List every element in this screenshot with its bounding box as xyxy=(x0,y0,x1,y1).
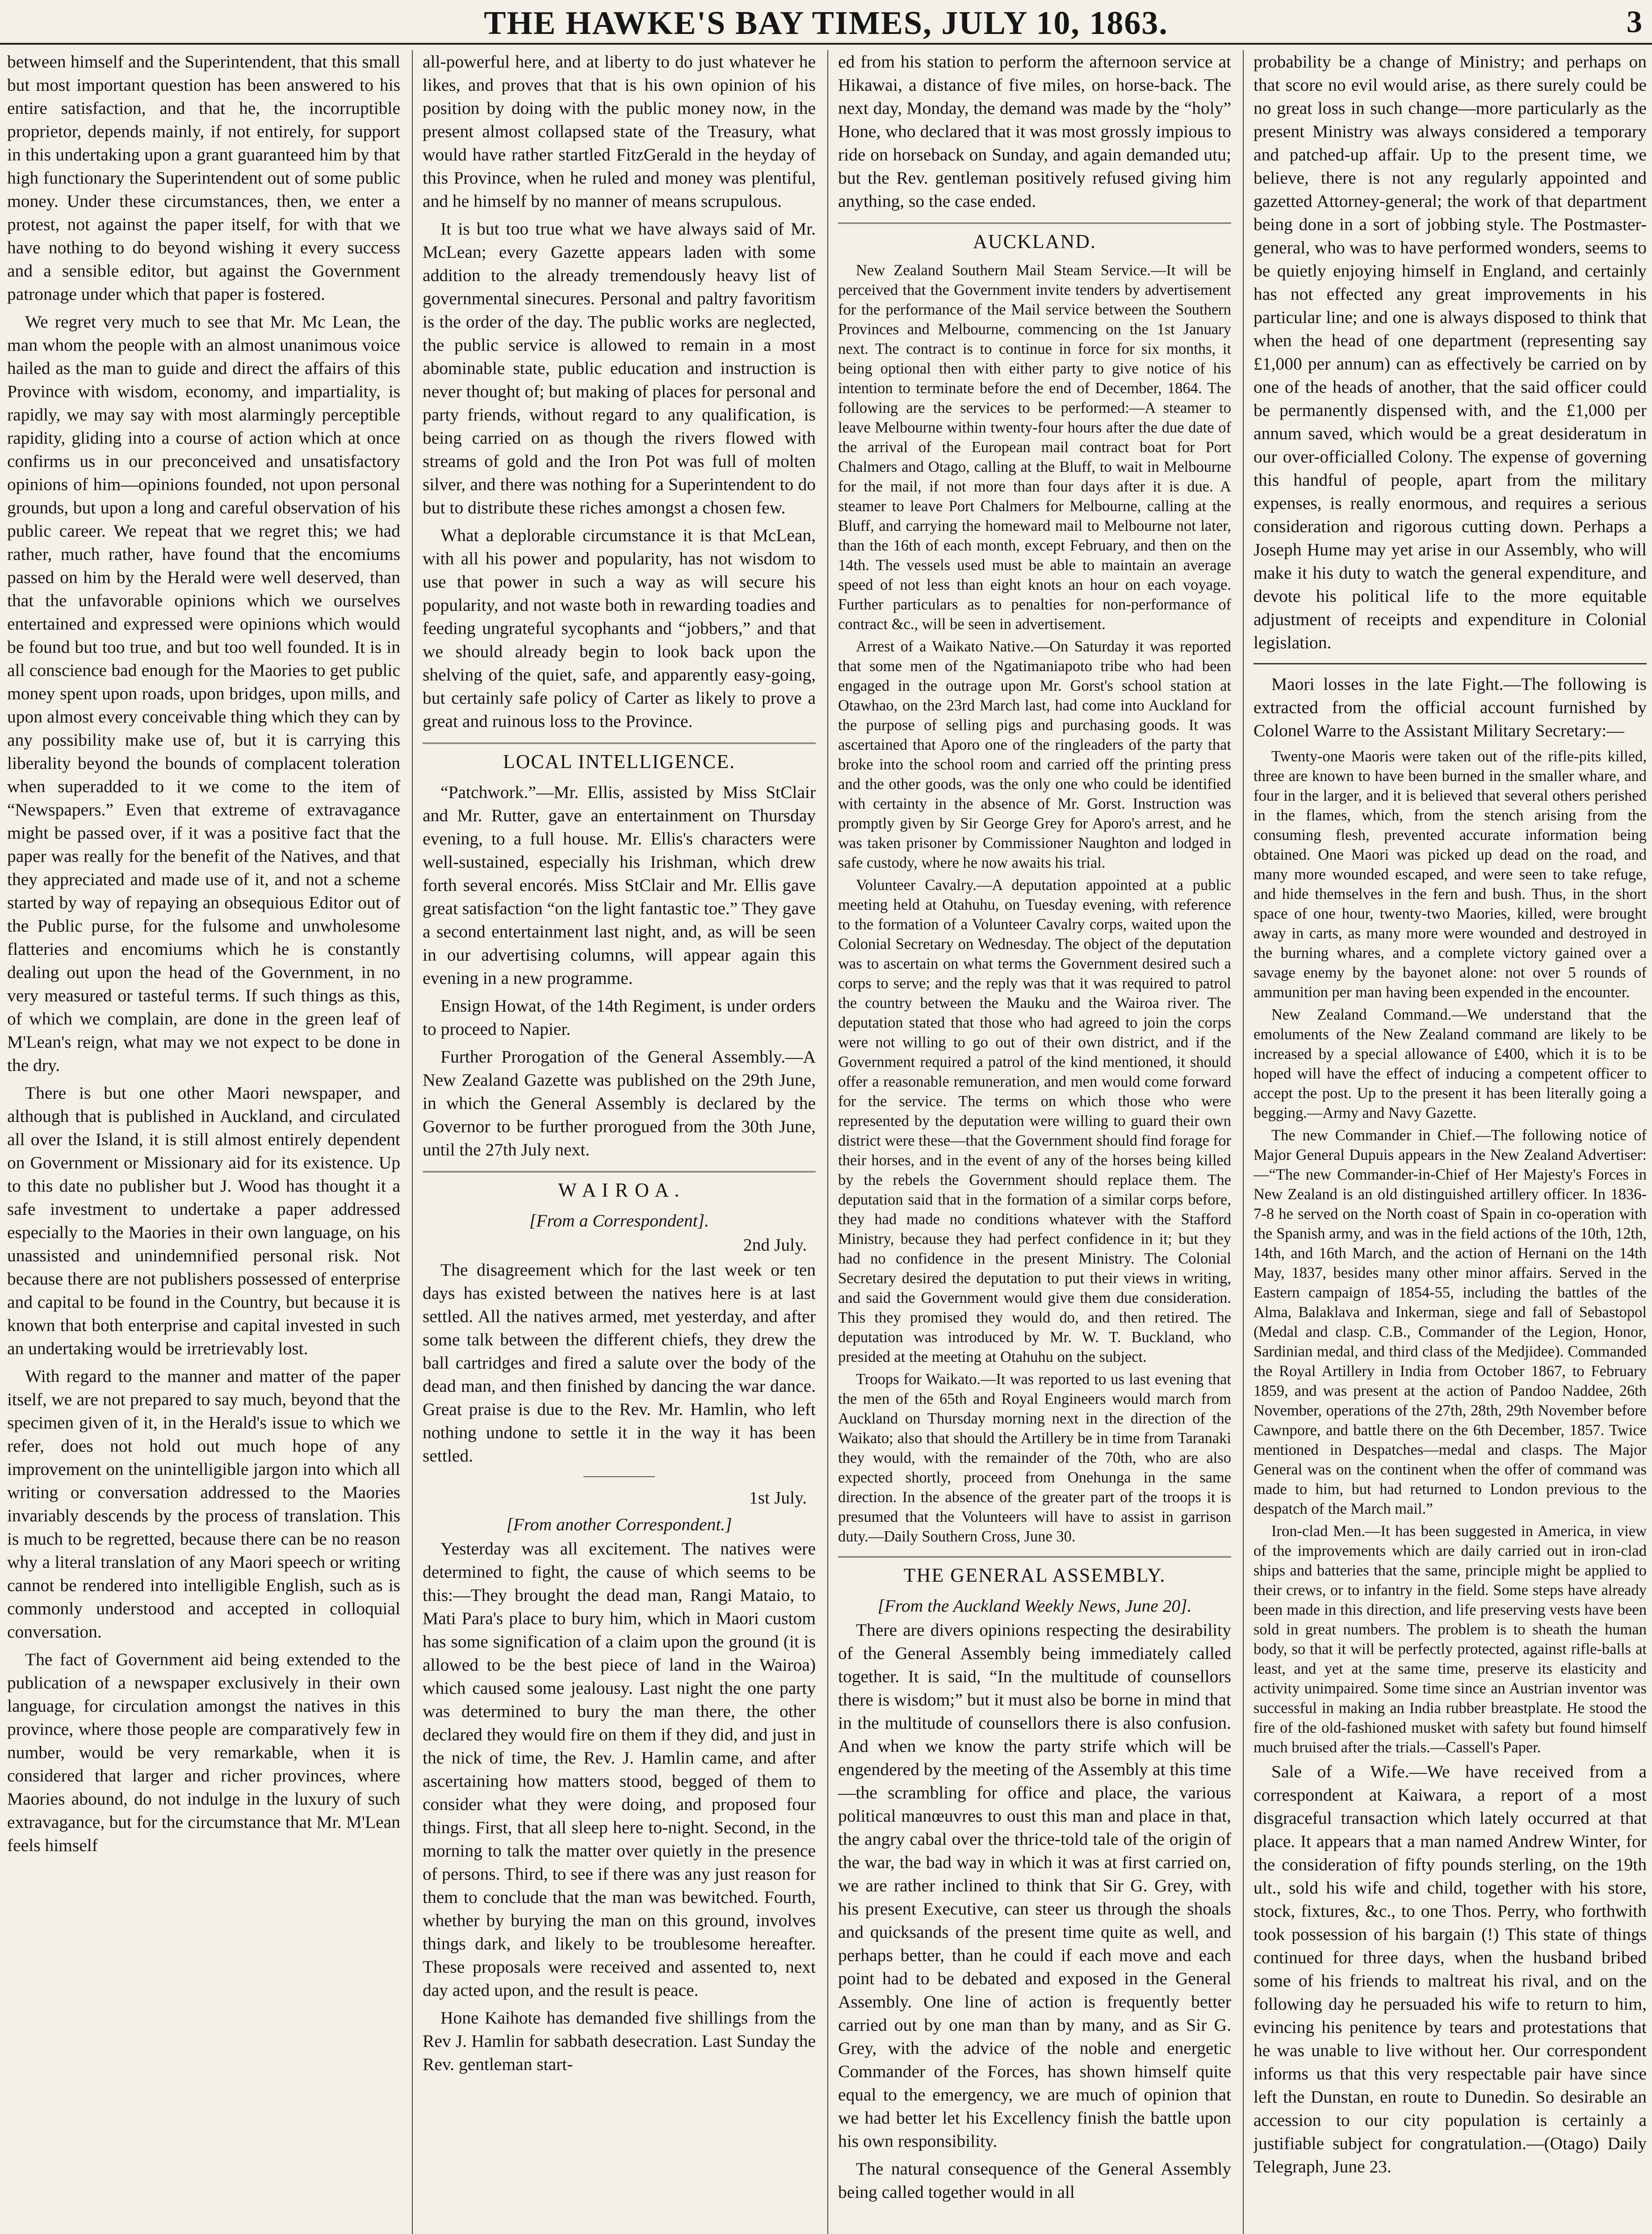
news-item: Iron-clad Men.—It has been suggested in America, in view of the improvements which are daily carried out in iron-clad ships and batteries that the same, principle might be applied to their crews, or to infantry in the field. Some steps have already been made in this direction, and life preserving vests have been sold in great numbers. The problem is to sheath the human body, so that it will be perfectly protected, against rifle-balls at least, and yet at the same time, preserve its elasticity and activity unimpaired. Some time since an Austrian inventor was successful in making an India rubber breastplate. He stood the fire of the old-fashioned musket with safety but found himself much bruised after the trials.—Cassell's Paper. xyxy=(1254,1523,1647,1756)
dateline: 1st July. xyxy=(749,1488,807,1508)
article-paragraph: It is but too true what we have always said of Mr. McLean; every Gazette appears laden with some addition to the already tremendously heavy list of governmental sinecures. Personal and paltry favoritism is the order of the day. The public works are neglected, the public service is allowed to remain in a most abominable state, public education and instruction is never thought of; but making of places for personal and party friends, without regard to any qualification, is being carried on as though the rivers flowed with streams of gold and the Iron Pot was full of molten silver, and there was nothing for a Superintendent to do but to distribute these riches amongst a chosen few. xyxy=(423,219,816,517)
article-paragraph: Hone Kaihote has demanded five shillings from the Rev J. Hamlin for sabbath desecration. Last Sunday the Rev. gentleman start- xyxy=(423,2008,816,2074)
news-item: Ensign Howat, of the 14th Regiment, is under orders to proceed to Napier. xyxy=(423,996,816,1039)
correspondent-credit: [From a Correspondent]. xyxy=(529,1211,709,1230)
news-item: Volunteer Cavalry.—A deputation appointed at a public meeting held at Otahuhu, on Tuesday evening, with reference to the formation of a Volunteer Cavalry corps, waited upon the Colonial Secretary on Wednesday. The object of the deputation was to ascertain on what terms the Government desired such a corps to serve; and the reply was that it was required to patrol the country between the Mauku and the Wairoa river. The deputation stated that those who had agreed to join the corps were not willing to go out of their own district, and if the Government required a patrol of the kind mentioned, it should offer a reasonable remuneration, and men would come forward for the service. The terms on which those who were represented by the deputation were willing to guard their own district were these—that the Government should find forage for their horses, and in the event of any of the horses being killed by the rebels the Government should replace them. The deputation said that in the formation of a similar corps before, they had made no conditions whatever with the Stafford Ministry, because they had perfect confidence in it; but they had no confidence in the present Ministry. The Colonial Secretary desired the deputation to put their views in writing, and said the Government would give them due consideration. This they promised they would do, and then retired. The deputation was introduced by Mr. W. T. Buckland, who presided at the meeting at Otahuhu on the subject. xyxy=(838,877,1231,1365)
dateline: 2nd July. xyxy=(743,1235,807,1255)
article-paragraph: ed from his station to perform the afternoon service at Hikawai, a distance of five miles, on horse-back. The next day, Monday, the demand was made by the “holy” Hone, who declared that it was most grossly impious to ride on horseback on Sunday, and again demanded utu; but the Rev. gentleman positively refused giving him anything, so the case ended. xyxy=(838,52,1231,211)
column-1 xyxy=(7,50,400,2234)
news-item: Maori losses in the late Fight.—The following is extracted from the official account furnished by Colonel Warre to the Assistant Military Secretary:— xyxy=(1254,674,1647,740)
divider xyxy=(1254,663,1647,664)
news-item: Arrest of a Waikato Native.—On Saturday it was reported that some men of the Ngatimaniapoto tribe who had been engaged in the outrage upon Mr. Gorst's school station at Otawhao, on the 23rd March last, had come into Auckland for the purpose of selling pigs and purchasing goods. It was ascertained that Aporo one of the ringleaders of the party that broke into the school room and carried off the printing press and the other goods, was the only one who could be identified with certainty in the absence of Mr. Gorst. Instruction was promptly given by Sir George Grey for Aporo's arrest, and he was taken prisoner by Commissioner Naughton and lodged in safe custody, where he now awaits his trial. xyxy=(838,638,1231,871)
masthead-title: THE HAWKE'S BAY TIMES, JULY 10, 1863. xyxy=(484,5,1168,42)
section-heading-wairoa: W A I R O A . xyxy=(423,1171,816,1202)
page-number: 3 xyxy=(1627,5,1642,39)
article-paragraph: There are divers opinions respecting the desirability of the General Assembly being immediately called together. It is said, “In the multitude of counsellors there is wisdom;” but it must also be borne in mind that in the multitude of counsellors there is also confusion. And when we know the party strife which will be engendered by the meeting of the Assembly at this time—the scrambling for office and place, the various political manœuvres to oust this man and place in that, the angry cabal over the thrice-told tale of the origin of the war, the bad way in which it was at first carried on, we are rather inclined to think that Sir G. Grey, with his present Executive, can steer us through the shoals and quicksands of the present time quite as well, and perhaps better, than he could if each move and each point had to be debated and exposed in the General Assembly. One line of action is frequently better carried out by one man than by many, and as Sir G. Grey, with the advice of the noble and energetic Commander of the Forces, has shown himself quite equal to the emergency, we are much of opinion that we had better let his Excellency finish the battle upon his own responsibility. xyxy=(838,1620,1231,2151)
auckland-news xyxy=(838,260,1231,1546)
article-paragraph: We regret very much to see that Mr. Mc Lean, the man whom the people with an almost unanimous voice hailed as the man to guide and direct the affairs of this Province with wisdom, economy, and impartiality, is rapidly, we may say with most alarmingly perceptible rapidity, gliding into a course of action which at once confirms us in our preconceived and unsatisfactory opinions of him—opinions founded, not upon personal grounds, but upon a long and careful observation of his public career. We repeat that we regret this; we had rather, much rather, have found that the encomiums passed on him by the Herald were well deserved, than that the unfavorable opinions which we ourselves entertained and expressed were opinions which would be found but too true, and but too well founded. It is in all conscience bad enough for the Maories to get public money spent upon roads, upon bridges, upon mills, and upon almost every conceivable thing which they can by any possibility make use of, but it is carrying this liberality beyond the bounds of complacent toleration when superadded to it we come to the item of “Newspapers.” Even that extreme of extravagance might be passed over, if it was a positive fact that the paper was really for the benefit of the Natives, and that they appreciated and made use of it, and not a scheme started by way of repaying an obsequious Editor out of the Public purse, for the fulsome and unwholesome flatteries and encomiums which he is constantly dealing out upon the head of the Government, in no very measured or tasteful terms. If such things as this, of which we complain, are done in the green leaf of M'Lean's reign, what may we not expect to be done in the dry. xyxy=(7,312,400,1075)
article-paragraph: The disagreement which for the last week or ten days has existed between the natives here is at last settled. All the natives armed, met yesterday, and after some talk between the different chiefs, they drew the ball cartridges and fired a salute over the body of the dead man, and then finished by dancing the war dance. Great praise is due to the Rev. Mr. Hamlin, who left nothing undone to settle it in the way it has been settled. xyxy=(423,1260,816,1466)
correspondent-credit: [From another Correspondent.] xyxy=(506,1515,732,1534)
news-item: New Zealand Command.—We understand that the emoluments of the New Zealand command are likely to be increased by a special allowance of £400, which it is to be hoped will have the effect of inducing a competent officer to accept the post. Up to the present it has been literally going a begging.—Army and Navy Gazette. xyxy=(1254,1006,1647,1121)
column-2 xyxy=(423,50,816,2234)
news-item: The new Commander in Chief.—The following notice of Major General Dupuis appears in the New Zealand Advertiser:—“The new Commander-in-Chief of Her Majesty's Forces in New Zealand is an old distinguished artillery officer. In 1836-7-8 he served on the North coast of Spain in co-operation with the Spanish army, and was in the field actions of the 10th, 12th, 14th, and 16th March, and the action of Hernani on the 14th May, 1837, besides many other minor affairs. Served in the Eastern campaign of 1854-55, including the battles of the Alma, Balaklava and Inkerman, siege and fall of Sebastopol (Medal and clasp. C.B., Commander of the Legion, Honor, Sardinian medal, and third class of the Medjidee). Commanded the Royal Artillery in India from October 1867, to February 1859, and was present at the action of Pandoo Naddee, 26th November, operations of the 27th, 28th, 29th November before Cawnpore, and battle there on the 6th December, 1857. Twice mentioned in Despatches—medal and clasps. The Major General was on the continent when the offer of command was made to him, but had returned to London previous to the despatch of the March mail.” xyxy=(1254,1127,1647,1517)
column-rule xyxy=(412,50,413,2234)
article-paragraph: With regard to the manner and matter of the paper itself, we are not prepared to say much, beyond that the specimen given of it, in the Herald's issue to which we refer, does not hold out much hope of any improvement on the unintelligible jargon into which all writing or conversation addressed to the Maories invariably descends by the process of translation. This is much to be regretted, because there can be no reason why a literal translation of any Maori speech or writing cannot be rendered into intelligible English, such as is commonly understood and accepted in colloquial conversation. xyxy=(7,1366,400,1642)
news-item: Troops for Waikato.—It was reported to us last evening that the men of the 65th and Royal Engineers would march from Auckland on Thursday morning next in the direction of the Waikato; also that should the Artillery be in time from Taranaki they would, with the remainder of the 70th, who are also expected shortly, proceed from Onehunga in the same direction. In the absence of the greater part of the troops it is presumed that the Volunteers will have to assist in garrison duty.—Daily Southern Cross, June 30. xyxy=(838,1371,1231,1545)
column-3 xyxy=(838,50,1231,2234)
miscellany-news xyxy=(1254,747,1647,1757)
news-item: “Patchwork.”—Mr. Ellis, assisted by Miss StClair and Mr. Rutter, gave an entertainment on Thursday evening, to a full house. Mr. Ellis's characters were well-sustained, especially his Irishman, which drew forth several encorés. Miss StClair and Mr. Ellis gave great satisfaction “on the light fantastic toe.” They gave a second entertainment last night, and, as will be seen in our advertising columns, will appear again this evening in a new programme. xyxy=(423,782,816,988)
article-paragraph: There is but one other Maori newspaper, and although that is published in Auckland, and circulated all over the Island, it is still almost entirely dependent on Government or Missionary aid for its existence. Up to this date no publisher but J. Wood has thought it a safe investment to undertake a paper addressed especially to the Maories in their own language, on his unassisted and unindemnified personal risk. Not because there are not publishers possessed of enterprise and capital to be found in the Country, but because it is known that both enterprise and capital invested in such an undertaking would be irretrievably lost. xyxy=(7,1083,400,1358)
article-paragraph: The fact of Government aid being extended to the publication of a newspaper exclusively in their own language, for circulation amongst the natives in this province, where those people are comparatively few in number, would be very remarkable, when it is considered that larger and richer provinces, where Maories abound, do not indulge in the luxury of such extravagance, but for the circumstance that Mr. M'Lean feels himself xyxy=(7,1650,400,1855)
section-heading-general-assembly: THE GENERAL ASSEMBLY. xyxy=(838,1556,1231,1587)
source-credit: [From the Auckland Weekly News, June 20]. xyxy=(877,1596,1192,1616)
column-4 xyxy=(1254,50,1647,2234)
column-rule xyxy=(827,50,828,2234)
news-item: Twenty-one Maoris were taken out of the rifle-pits killed, three are known to have been burned in the smaller whare, and four in the larger, and it is believed that several others perished in the flames, which, from the stench arising from the consuming flesh, prevented accurate information being obtained. One Maori was picked up dead on the road, and many more wounded escaped, and were seen to take refuge, and hide themselves in the fern and bush. Thus, in the short space of one hour, twenty-two Maories, killed, were brought away in carts, as many more were wounded and destroyed in the burning whares, and a complete victory gained over a savage enemy by the bayonet alone: not over 5 rounds of ammunition per man having been expended in the encounter. xyxy=(1254,748,1647,1001)
article-paragraph: probability be a change of Ministry; and perhaps on that score no evil would arise, as there surely could be no great loss in such change—more particularly as the present Ministry was always considered a temporary and patched-up affair. Up to the present time, we believe, there is not any regularly appointed and gazetted Attorney-general; the work of that department being done in a sort of jobbing style. The Postmaster-general, who was to have performed wonders, seems to be quietly enjoying himself in England, and certainly has not effected any great improvements in his particular line; and one is always disposed to think that when the head of one department (representing say £1,000 per annum) can as effectively be carried on by one of the heads of another, that the said officer could be permanently dispensed with, and the £1,000 per annum saved, which would be a great desideratum in our over-officialled Colony. The expense of governing this handful of people, apart from the military expenses, is really enormous, and requires a serious consideration and rigorous cutting down. Perhaps a Joseph Hume may yet arise in our Assembly, who will make it his duty to watch the general expenditure, and devote his political life to the more equitable adjustment of receipts and expenditure in Colonial legislation. xyxy=(1254,52,1647,652)
news-item: Sale of a Wife.—We have received from a correspondent at Kaiwara, a report of a most disgraceful transaction which lately occurred at that place. It appears that a man named Andrew Winter, for the consideration of fifty pounds sterling, on the 19th ult., sold his wife and child, together with his store, stock, fixtures, &c., to one Thos. Perry, who forthwith took possession of his bargain (!) This state of things continued for three days, when the husband bribed some of his friends to maltreat his rival, and on the following day he persuaded his wife to return to him, evincing his penitence by tears and protestations that he was unable to live without her. Our correspondent informs us that this very respectable pair have since left the Dunstan, en route to Dunedin. So desirable an accession to our city population is certainly a justifiable subject for congratulation.—(Otago) Daily Telegraph, June 23. xyxy=(1254,1762,1647,2176)
section-heading-local-intelligence: LOCAL INTELLIGENCE. xyxy=(423,743,816,773)
article-paragraph: between himself and the Superintendent, that this small but most important question has been answered to his entire satisfaction, and that he, the incorruptible proprietor, depends mainly, if not entirely, for support in this undertaking upon a grant guaranteed him by that high functionary the Superintendent out of some public money. Under these circumstances, then, we enter a protest, not against the paper itself, for with that we have nothing to do beyond wishing it every success and a sensible editor, but against the Government patronage under which that paper is fostered. xyxy=(7,52,400,304)
news-item: Further Prorogation of the General Assembly.—A New Zealand Gazette was published on the 29th June, in which the General Assembly is declared by the Governor to be further prorogued from the 30th June, until the 27th July next. xyxy=(423,1047,816,1159)
masthead xyxy=(0,0,1652,45)
section-heading-auckland: AUCKLAND. xyxy=(838,223,1231,253)
article-paragraph: What a deplorable circumstance it is that McLean, with all his power and popularity, has not wisdom to use that power in such a way as will secure his popularity, and not waste both in rewarding toadies and feeding ungrateful sycophants and “jobbers,” and that we should already begin to look back upon the shelving of the quiet, safe, and apparently easy-going, but certainly safe policy of Carter as likely to prove a great and ruinous loss to the Province. xyxy=(423,525,816,731)
column-rule xyxy=(1243,50,1244,2234)
divider xyxy=(583,1476,655,1477)
article-paragraph: all-powerful here, and at liberty to do just whatever he likes, and proves that that is his own opinion of his position by doing with the public money now, in the present almost collapsed state of the Treasury, what would have rather startled FitzGerald in the heyday of this Province, when he ruled and money was plentiful, and he himself by no manner of means scrupulous. xyxy=(423,52,816,211)
article-paragraph: Yesterday was all excitement. The natives were determined to fight, the cause of which seems to be this:—They brought the dead man, Rangi Mataio, to Mati Para's place to bury him, which in Maori custom has some signification of a claim upon the ground (it is allowed to be the best piece of land in the Wairoa) which caused some jealousy. Last night the one party was determined to bury the man there, the other declared they would fire on them if they did, and just in the nick of time, the Rev. J. Hamlin came, and after ascertaining how matters stood, begged of them to consider what they were doing, and proposed four things. First, that all sleep here to-night. Second, in the morning to talk the matter over quietly in the presence of persons. Third, to see if there was any just reason for them to conclude that the man was bewitched. Fourth, whether by burying the man on this ground, involves things dark, and likely to be troublesome hereafter. These proposals were received and assented to, next day acted upon, and the result is peace. xyxy=(423,1539,816,2000)
article-paragraph: The natural consequence of the General Assembly being called together would in all xyxy=(838,2159,1231,2202)
news-item: New Zealand Southern Mail Steam Service.—It will be perceived that the Government invite tenders by advertisement for the performance of the Mail service between the Southern Provinces and Melbourne, commencing on the 1st January next. The contract is to continue in force for six months, it being optional then with either party to give notice of his intention to terminate before the end of December, 1864. The following are the services to be performed:—A steamer to leave Melbourne within twenty-four hours after the due date of the arrival of the European mail contract boat for Port Chalmers and Otago, calling at the Bluff, to wait in Melbourne for the mail, if not more than four days after it is due. A steamer to leave Port Chalmers for Melbourne, calling at the Bluff, and carrying the homeward mail to Melbourne not later, than the 16th of each month, except February, and then on the 14th. The vessels used must be able to maintain an average speed of not less than eight knots an hour on each voyage. Further particulars as to penalties for non-performance of contract &c., will be seen in advertisement. xyxy=(838,262,1231,633)
